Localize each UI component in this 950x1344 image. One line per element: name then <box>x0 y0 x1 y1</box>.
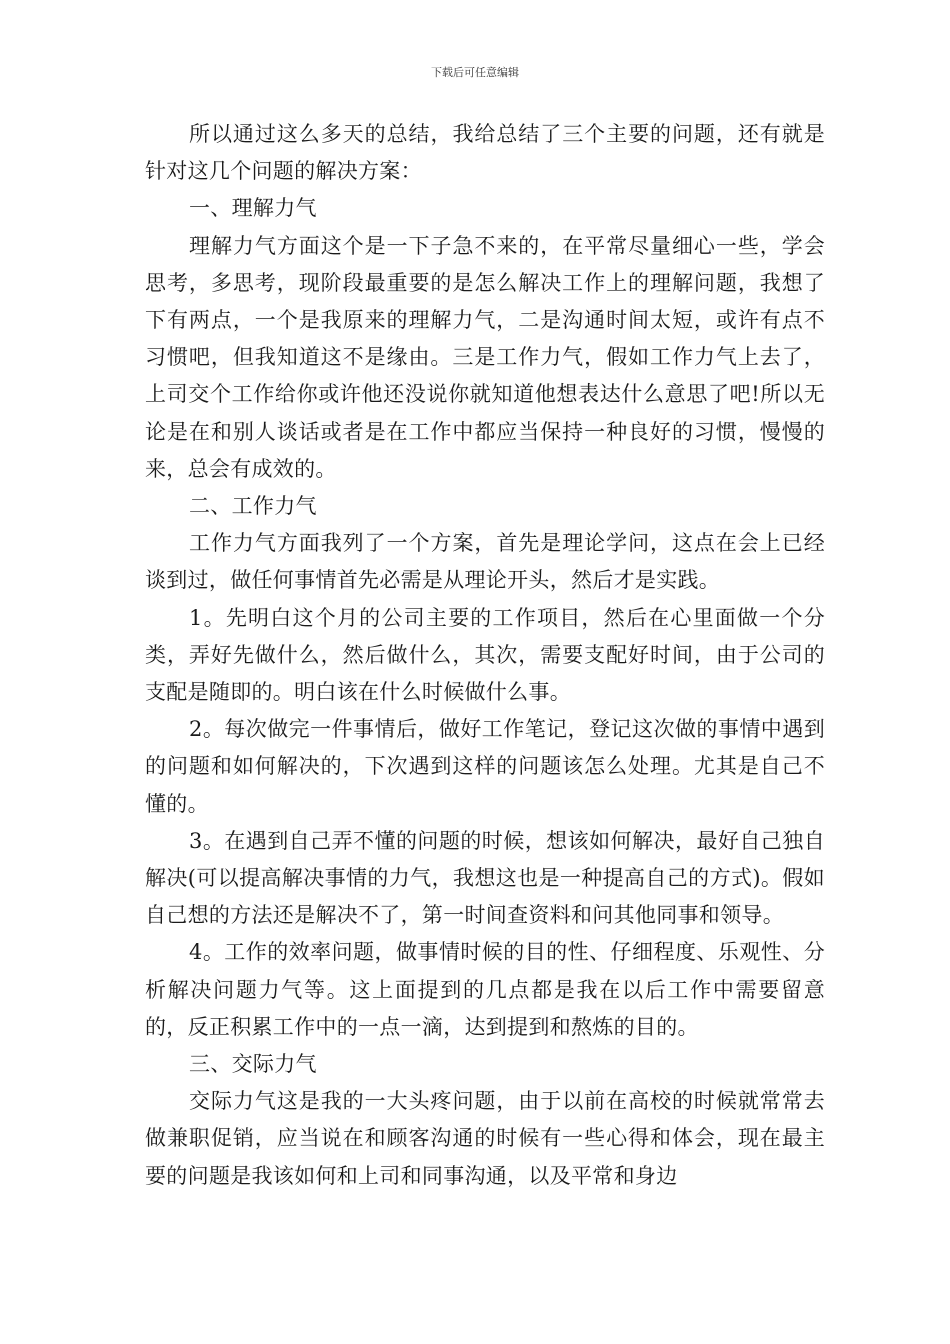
paragraph-intro: 所以通过这么多天的总结，我给总结了三个主要的问题，还有就是针对这几个问题的解决方案： <box>145 122 825 184</box>
document-body <box>145 116 825 1195</box>
section-heading-2: 二、工作力气 <box>189 494 317 519</box>
section-heading-1: 一、理解力气 <box>189 196 317 221</box>
list-item-4: 4。工作的效率问题，做事情时候的目的性、仔细程度、乐观性、分析解决问题力气等。这上面提到的几点都是我在以后工作中需要留意的，反正积累工作中的一点一滴，达到提到和熬炼的目的。 <box>145 940 825 1039</box>
list-item-2: 2。每次做完一件事情后，做好工作笔记，登记这次做的事情中遇到的问题和如何解决的，下次遇到这样的问题该怎么处理。尤其是自己不懂的。 <box>145 717 825 816</box>
list-item-1: 1。先明白这个月的公司主要的工作项目，然后在心里面做一个分类，弄好先做什么，然后做什么，其次，需要支配好时间，由于公司的支配是随即的。明白该在什么时候做什么事。 <box>145 605 825 705</box>
paragraph-communication: 交际力气这是我的一大头疼问题，由于以前在高校的时候就常常去做兼职促销，应当说在和顾客沟通的时候有一些心得和体会，现在最主要的问题是我该如何和上司和同事沟通，以及平常和身边 <box>145 1089 825 1188</box>
page-header-note: 下载后可任意编辑 <box>431 66 519 79</box>
section-heading-3: 三、交际力气 <box>189 1052 317 1077</box>
paragraph-comprehension: 理解力气方面这个是一下子急不来的，在平常尽量细心一些，学会思考，多思考，现阶段最重要的是怎么解决工作上的理解问题，我想了下有两点，一个是我原来的理解力气，二是沟通时间太短，或许有点不习惯吧，但我知道这不是缘由。三是工作力气，假如工作力气上去了，上司交个工作给你或许他还没说你就知道他想表达什么意思了吧!所以无论是在和别人谈话或者是在工作中都应当保持一种良好的习惯，慢慢的来，总会有成效的。 <box>145 233 825 481</box>
paragraph-work-plan: 工作力气方面我列了一个方案，首先是理论学问，这点在会上已经谈到过，做任何事情首先必需是从理论开头，然后才是实践。 <box>145 531 825 593</box>
list-item-3: 3。在遇到自己弄不懂的问题的时候，想该如何解决，最好自己独自解决(可以提高解决事情的力气，我想这也是一种提高自己的方式)。假如自己想的方法还是解决不了，第一时间查资料和问其他同事和领导。 <box>145 828 825 928</box>
